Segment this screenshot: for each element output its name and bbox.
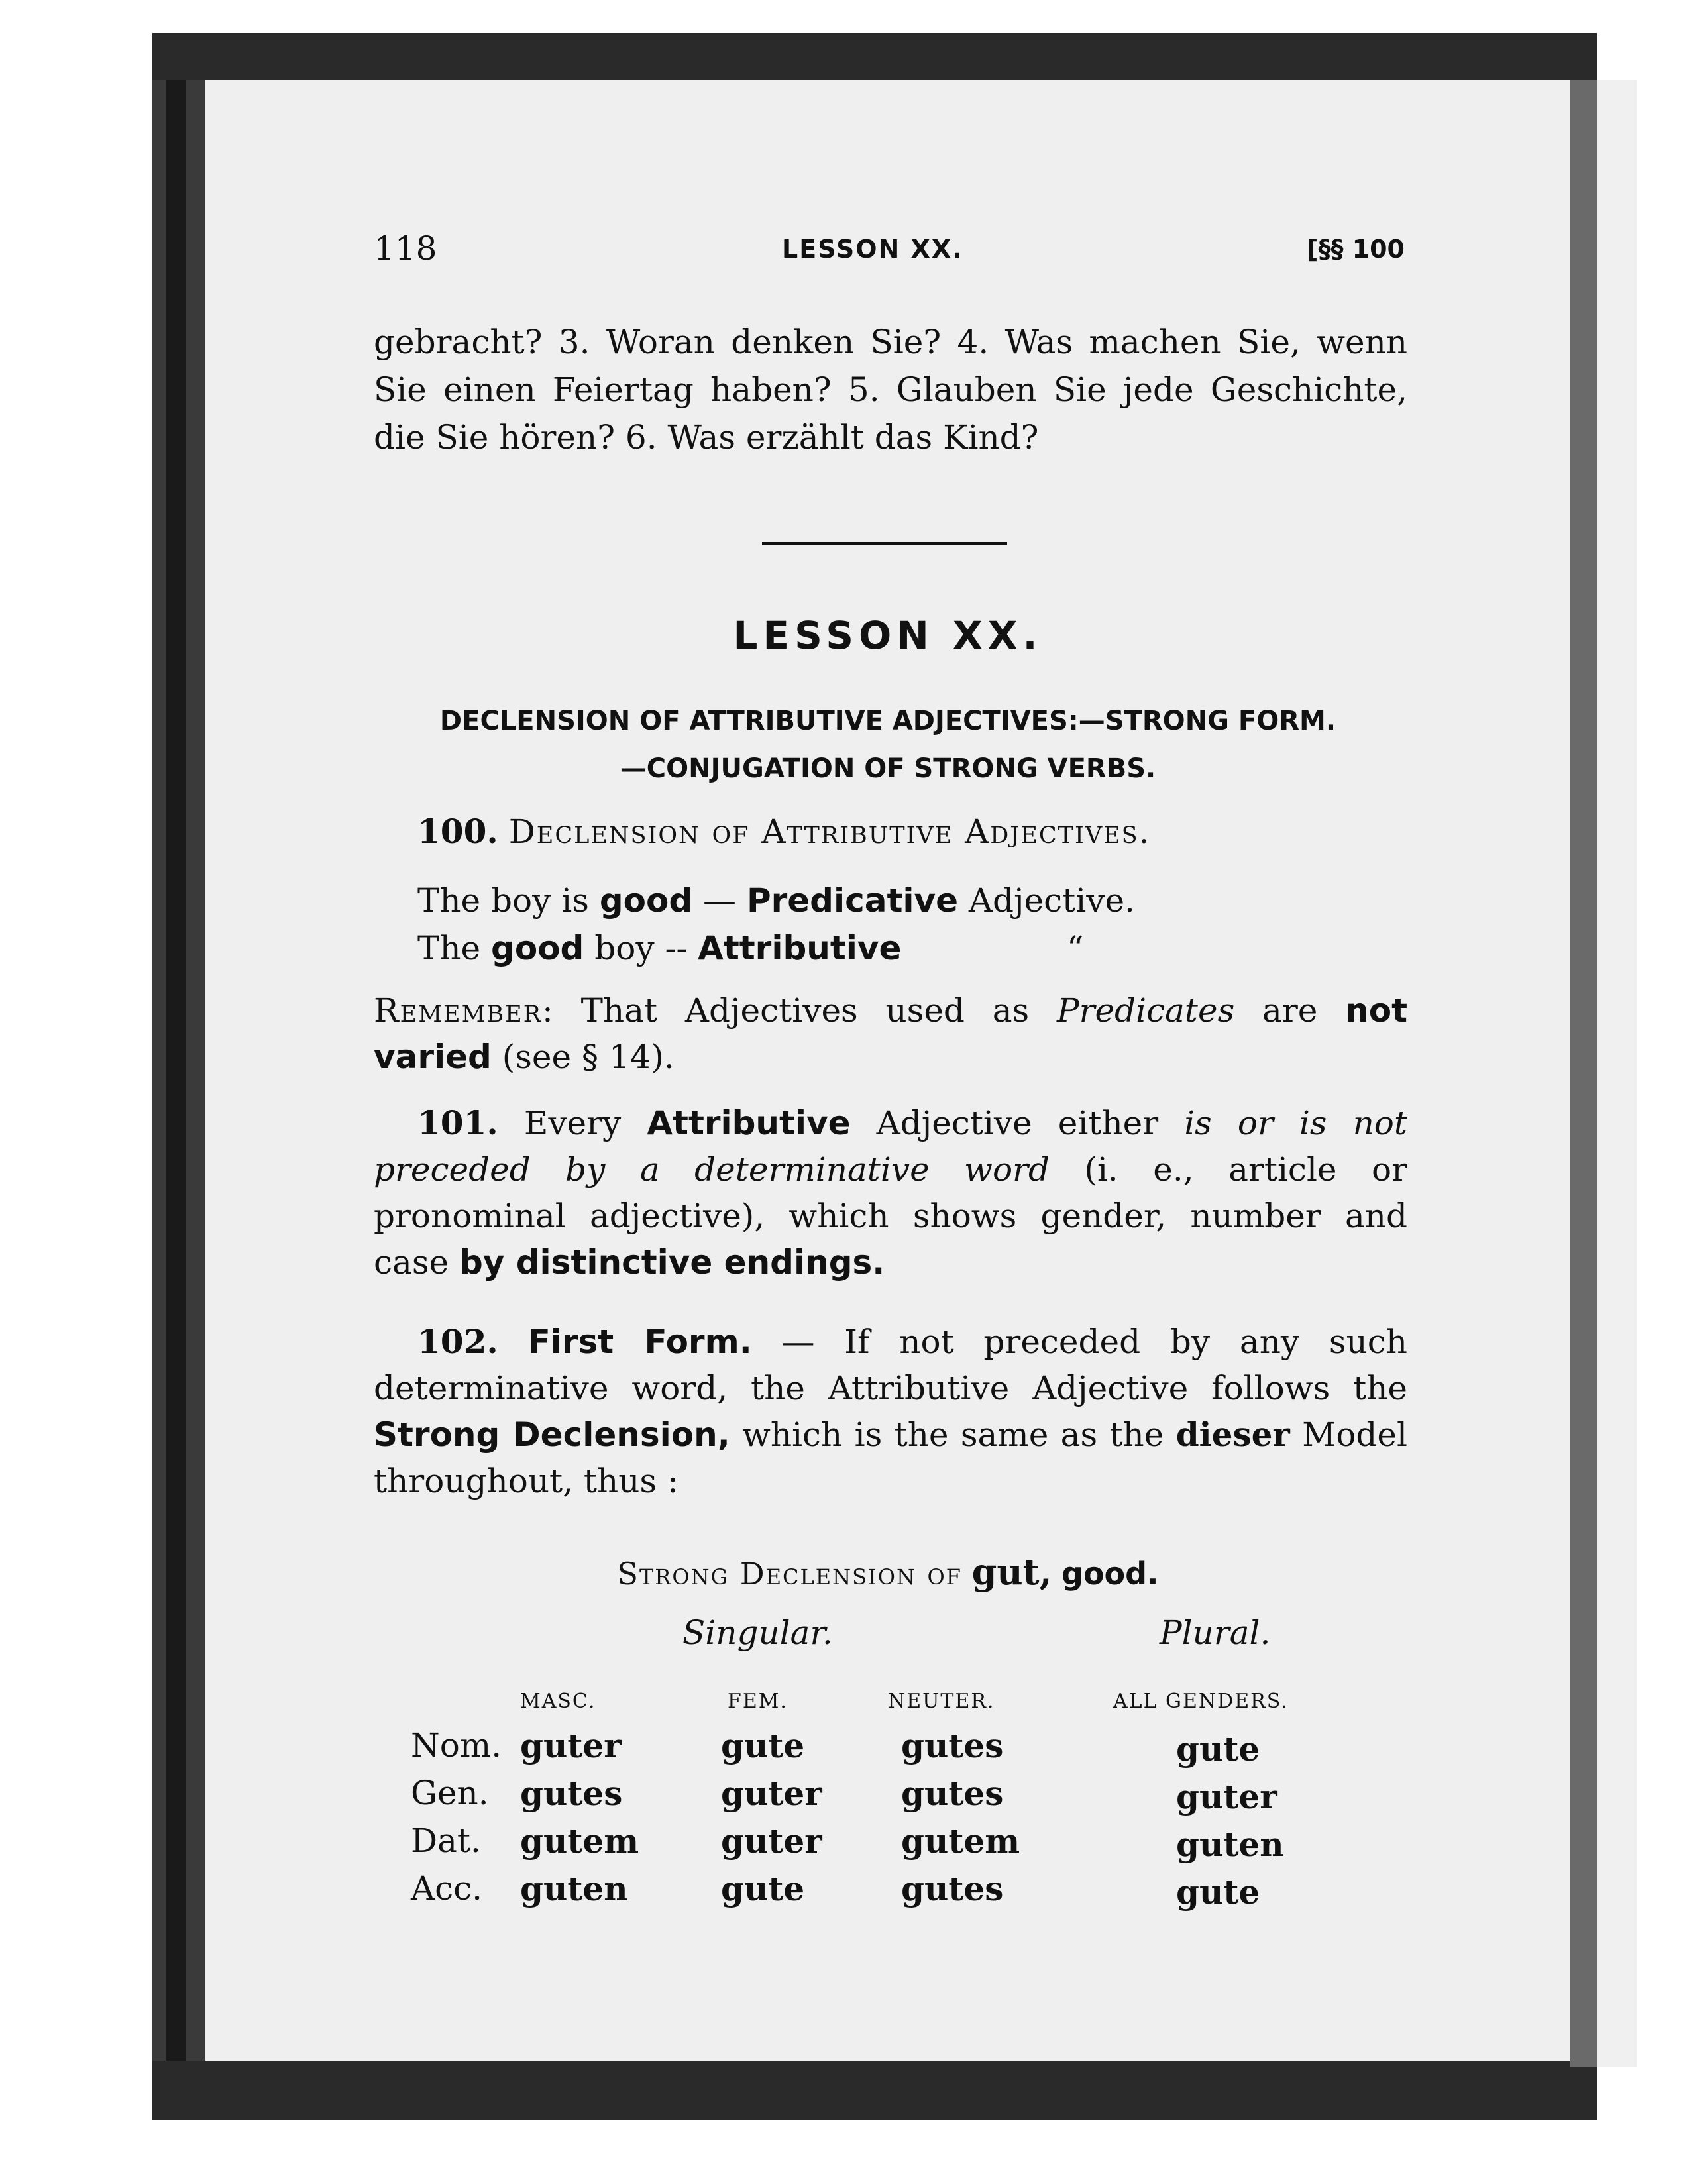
example-bold: good: [599, 881, 693, 920]
section-reference: [§§ 100: [1307, 235, 1405, 264]
plural-heading: Plural.: [1160, 1613, 1271, 1652]
running-title: LESSON XX.: [782, 235, 963, 264]
section-102: [374, 1319, 1407, 1504]
col-header-neuter: NEUTER.: [888, 1690, 995, 1713]
para-bold: Attributive: [647, 1104, 851, 1142]
running-header: [371, 225, 1405, 278]
example-dash: —: [692, 881, 747, 920]
subheading-line-2: —CONJUGATION OF STRONG VERBS.: [620, 753, 1156, 784]
para-bold: First Form.: [527, 1323, 752, 1361]
cell-gen-fem: guter: [721, 1774, 822, 1813]
table-title-text: Strong Declension of: [617, 1556, 962, 1592]
para-text: (i. e., article or pronominal adjective), which shows gender, number and case: [374, 1150, 1407, 1282]
page-edge-right: [1570, 80, 1597, 2067]
cell-dat-neuter: gutem: [901, 1822, 1020, 1861]
lesson-title: LESSON XX.: [733, 613, 1043, 658]
cell-acc-masc: guten: [520, 1869, 628, 1908]
cell-nom-plural: gute: [1176, 1729, 1260, 1769]
scan-border-top: [152, 33, 1597, 80]
declension-table-title: [371, 1551, 1405, 1593]
remember-bold: not varied: [374, 991, 1407, 1076]
para-bold: by distinctive endings.: [459, 1243, 885, 1282]
subheading-line-1: DECLENSION OF ATTRIBUTIVE ADJECTIVES:—STRONG FORM.: [439, 706, 1336, 736]
page-number: 118: [374, 229, 437, 268]
para-text: Adjective either: [850, 1104, 1185, 1142]
cell-gen-plural: guter: [1176, 1777, 1277, 1816]
cell-nom-fem: gute: [721, 1726, 805, 1765]
para-italic: is or is not preceded by a determinative word: [374, 1104, 1407, 1189]
remember-text: (see § 14).: [491, 1038, 675, 1076]
table-title-word: gut,: [971, 1551, 1052, 1593]
row-label-gen: Gen.: [411, 1774, 489, 1812]
cell-acc-plural: gute: [1176, 1873, 1260, 1912]
example-attributive: [417, 929, 901, 967]
remember-italic: Predicates: [1056, 991, 1235, 1030]
para-text: which is the same as the: [730, 1415, 1176, 1454]
para-text: — If not preceded by any such determinative word, the Attributive Adjective follows the: [374, 1323, 1407, 1407]
row-label-dat: Dat.: [411, 1822, 481, 1860]
cell-gen-neuter: gutes: [901, 1774, 1004, 1813]
lesson-subheading: [371, 697, 1405, 792]
remember-text: are: [1234, 991, 1346, 1030]
cell-dat-plural: guten: [1176, 1825, 1284, 1864]
singular-heading: Singular.: [682, 1613, 833, 1652]
questions-paragraph: gebracht? 3. Woran denken Sie? 4. Was machen Sie, wenn Sie einen Feiertag haben? 5. Glauben Sie jede Geschichte, die Sie hören? 6. Was erzählt das Kind?: [374, 323, 1407, 457]
section-101: [374, 1100, 1407, 1285]
book-spine-shadow: [166, 40, 186, 2107]
para-text: Model throughout, thus :: [374, 1415, 1408, 1500]
section-100-heading: [374, 808, 1407, 855]
example-text: Adjective.: [958, 881, 1135, 920]
table-title-gloss: good.: [1061, 1556, 1159, 1592]
section-number: 102.: [417, 1322, 498, 1361]
row-label-nom: Nom.: [411, 1726, 502, 1765]
example-bold: Attributive: [698, 929, 902, 967]
cell-nom-masc: guter: [520, 1726, 622, 1765]
cell-gen-masc: gutes: [520, 1774, 623, 1813]
example-bold: good: [491, 929, 584, 967]
example-text: The boy is: [417, 881, 600, 920]
remember-label: Remember: [374, 991, 543, 1030]
section-number: 101.: [417, 1103, 498, 1142]
para-text: Every: [498, 1104, 647, 1142]
example-predicative: [417, 881, 1135, 920]
ditto-mark: “: [1067, 929, 1084, 967]
cell-acc-neuter: gutes: [901, 1869, 1004, 1908]
example-dash: boy --: [584, 929, 698, 967]
remember-text: : That Adjectives used as: [542, 991, 1057, 1030]
section-divider: [762, 542, 1007, 545]
cell-nom-neuter: gutes: [901, 1726, 1004, 1765]
scan-border-bottom: [152, 2061, 1597, 2120]
example-text: The: [417, 929, 492, 967]
col-header-fem: FEM.: [728, 1690, 788, 1713]
next-page-edge: [1597, 80, 1637, 2067]
para-bold: Strong Declension,: [374, 1415, 730, 1454]
col-header-all-genders: ALL GENDERS.: [1113, 1690, 1289, 1713]
cell-acc-fem: gute: [721, 1869, 805, 1908]
section-number: 100.: [417, 812, 498, 851]
fraktur-word: dieser: [1175, 1415, 1290, 1454]
col-header-masc: MASC.: [520, 1690, 596, 1713]
example-bold: Predicative: [746, 881, 959, 920]
row-label-acc: Acc.: [411, 1869, 483, 1908]
remember-note: [374, 987, 1407, 1080]
section-heading: Declension of Attributive Adjectives.: [508, 812, 1151, 851]
cell-dat-masc: gutem: [520, 1822, 639, 1861]
cell-dat-fem: guter: [721, 1822, 822, 1861]
